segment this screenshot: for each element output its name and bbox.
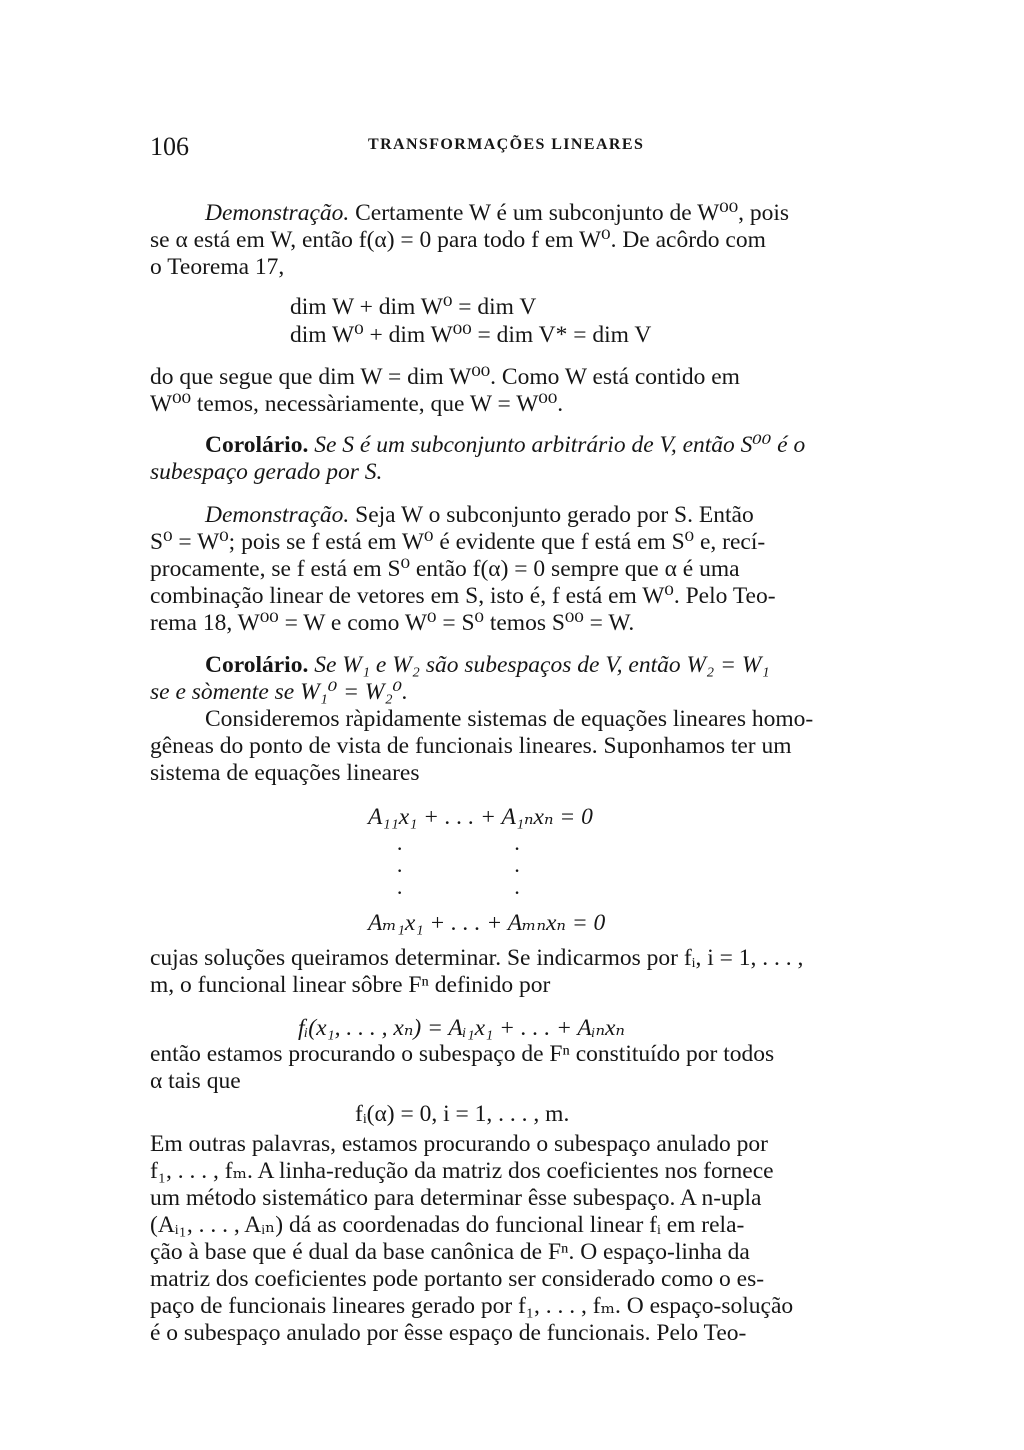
proof1-conclusion-line1: do que segue que dim W = dim W⁰⁰. Como W está contido em — [150, 364, 740, 390]
proof1-line2: se α está em W, então f(α) = 0 para todo f em W⁰. De acôrdo com — [150, 227, 766, 253]
proof2-line4: combinação linear de vetores em S, isto é, f está em W⁰. Pelo Teo- — [150, 583, 776, 609]
paragraph4-line6: matriz dos coeficientes pode portanto ser considerado como o es- — [150, 1266, 765, 1292]
system-first-row: A₁₁x₁ + . . . + A₁ₙxₙ = 0 — [368, 804, 593, 830]
paragraph4-line1: Em outras palavras, estamos procurando o subespaço anulado por — [150, 1131, 768, 1157]
system-dots-2: · · — [396, 858, 521, 883]
proof1-line1: Demonstração. Certamente W é um subconjunto de W⁰⁰, pois — [205, 200, 790, 226]
dim-equation-1: dim W + dim W⁰ = dim V — [290, 294, 537, 320]
proof-label: Demonstração. — [205, 200, 350, 226]
system-dots-3: · · — [396, 880, 521, 905]
corollary2-line2: se e sòmente se W₁⁰ = W₂⁰. — [150, 679, 408, 705]
paragraph2-line2: m, o funcional linear sôbre Fⁿ definido por — [150, 972, 551, 998]
paragraph4-line3: um método sistemático para determinar êsse subespaço. A n-upla — [150, 1185, 762, 1211]
paragraph3-line1: então estamos procurando o subespaço de Fⁿ constituído por todos — [150, 1041, 775, 1067]
proof2-line3: procamente, se f está em S⁰ então f(α) = 0 sempre que α é uma — [150, 556, 740, 582]
functional-definition: fᵢ(x₁, . . . , xₙ) = Aᵢ₁x₁ + . . . + Aᵢₙxₙ — [298, 1015, 625, 1041]
paragraph4-line4: (Aᵢ₁, . . . , Aᵢₙ) dá as coordenadas do funcional linear fᵢ em rela- — [150, 1212, 745, 1238]
proof2-line1: Demonstração. Seja W o subconjunto gerado por S. Então — [205, 502, 754, 528]
system-last-row: Aₘ₁x₁ + . . . + Aₘₙxₙ = 0 — [368, 910, 606, 936]
paragraph4-line8: é o subespaço anulado por êsse espaço de funcionais. Pelo Teo- — [150, 1320, 747, 1346]
paragraph4-line2: f₁, . . . , fₘ. A linha-redução da matriz dos coeficientes nos fornece — [150, 1158, 774, 1184]
paragraph1-line3: sistema de equações lineares — [150, 760, 420, 786]
system-dots-1: · · — [396, 836, 521, 861]
page-number: 106 — [150, 132, 189, 161]
running-header: TRANSFORMAÇÕES LINEARES — [368, 136, 645, 153]
corollary-label: Corolário. — [205, 432, 309, 458]
dim-equation-2: dim W⁰ + dim W⁰⁰ = dim V* = dim V — [290, 322, 652, 348]
paragraph1-line2: gêneas do ponto de vista de funcionais lineares. Suponhamos ter um — [150, 733, 792, 759]
paragraph4-line5: ção à base que é dual da base canônica de Fⁿ. O espaço-linha da — [150, 1239, 750, 1265]
corollary2-line1: Corolário. Se W₁ e W₂ são subespaços de V, então W₂ = W₁ — [205, 652, 770, 678]
paragraph4-line7: paço de funcionais lineares gerado por f₁, . . . , fₘ. O espaço-solução — [150, 1293, 794, 1319]
proof2-line5: rema 18, W⁰⁰ = W e como W⁰ = S⁰ temos S⁰⁰ = W. — [150, 610, 635, 636]
proof1-line3: o Teorema 17, — [150, 254, 285, 280]
paragraph1-line1: Consideremos ràpidamente sistemas de equações lineares homo- — [205, 706, 814, 732]
corollary1-line1: Corolário. Se S é um subconjunto arbitrário de V, então S⁰⁰ é o — [205, 432, 806, 458]
kernel-condition: fᵢ(α) = 0, i = 1, . . . , m. — [355, 1101, 570, 1127]
paragraph3-line2: α tais que — [150, 1068, 241, 1094]
proof1-conclusion-line2: W⁰⁰ temos, necessàriamente, que W = W⁰⁰. — [150, 391, 564, 417]
corollary-label: Corolário. — [205, 652, 309, 678]
corollary1-line2: subespaço gerado por S. — [150, 459, 383, 485]
paragraph2-line1: cujas soluções queiramos determinar. Se indicarmos por fᵢ, i = 1, . . . , — [150, 945, 804, 971]
proof-label: Demonstração. — [205, 502, 350, 528]
proof2-line2: S⁰ = W⁰; pois se f está em W⁰ é evidente que f está em S⁰ e, recí- — [150, 529, 766, 555]
